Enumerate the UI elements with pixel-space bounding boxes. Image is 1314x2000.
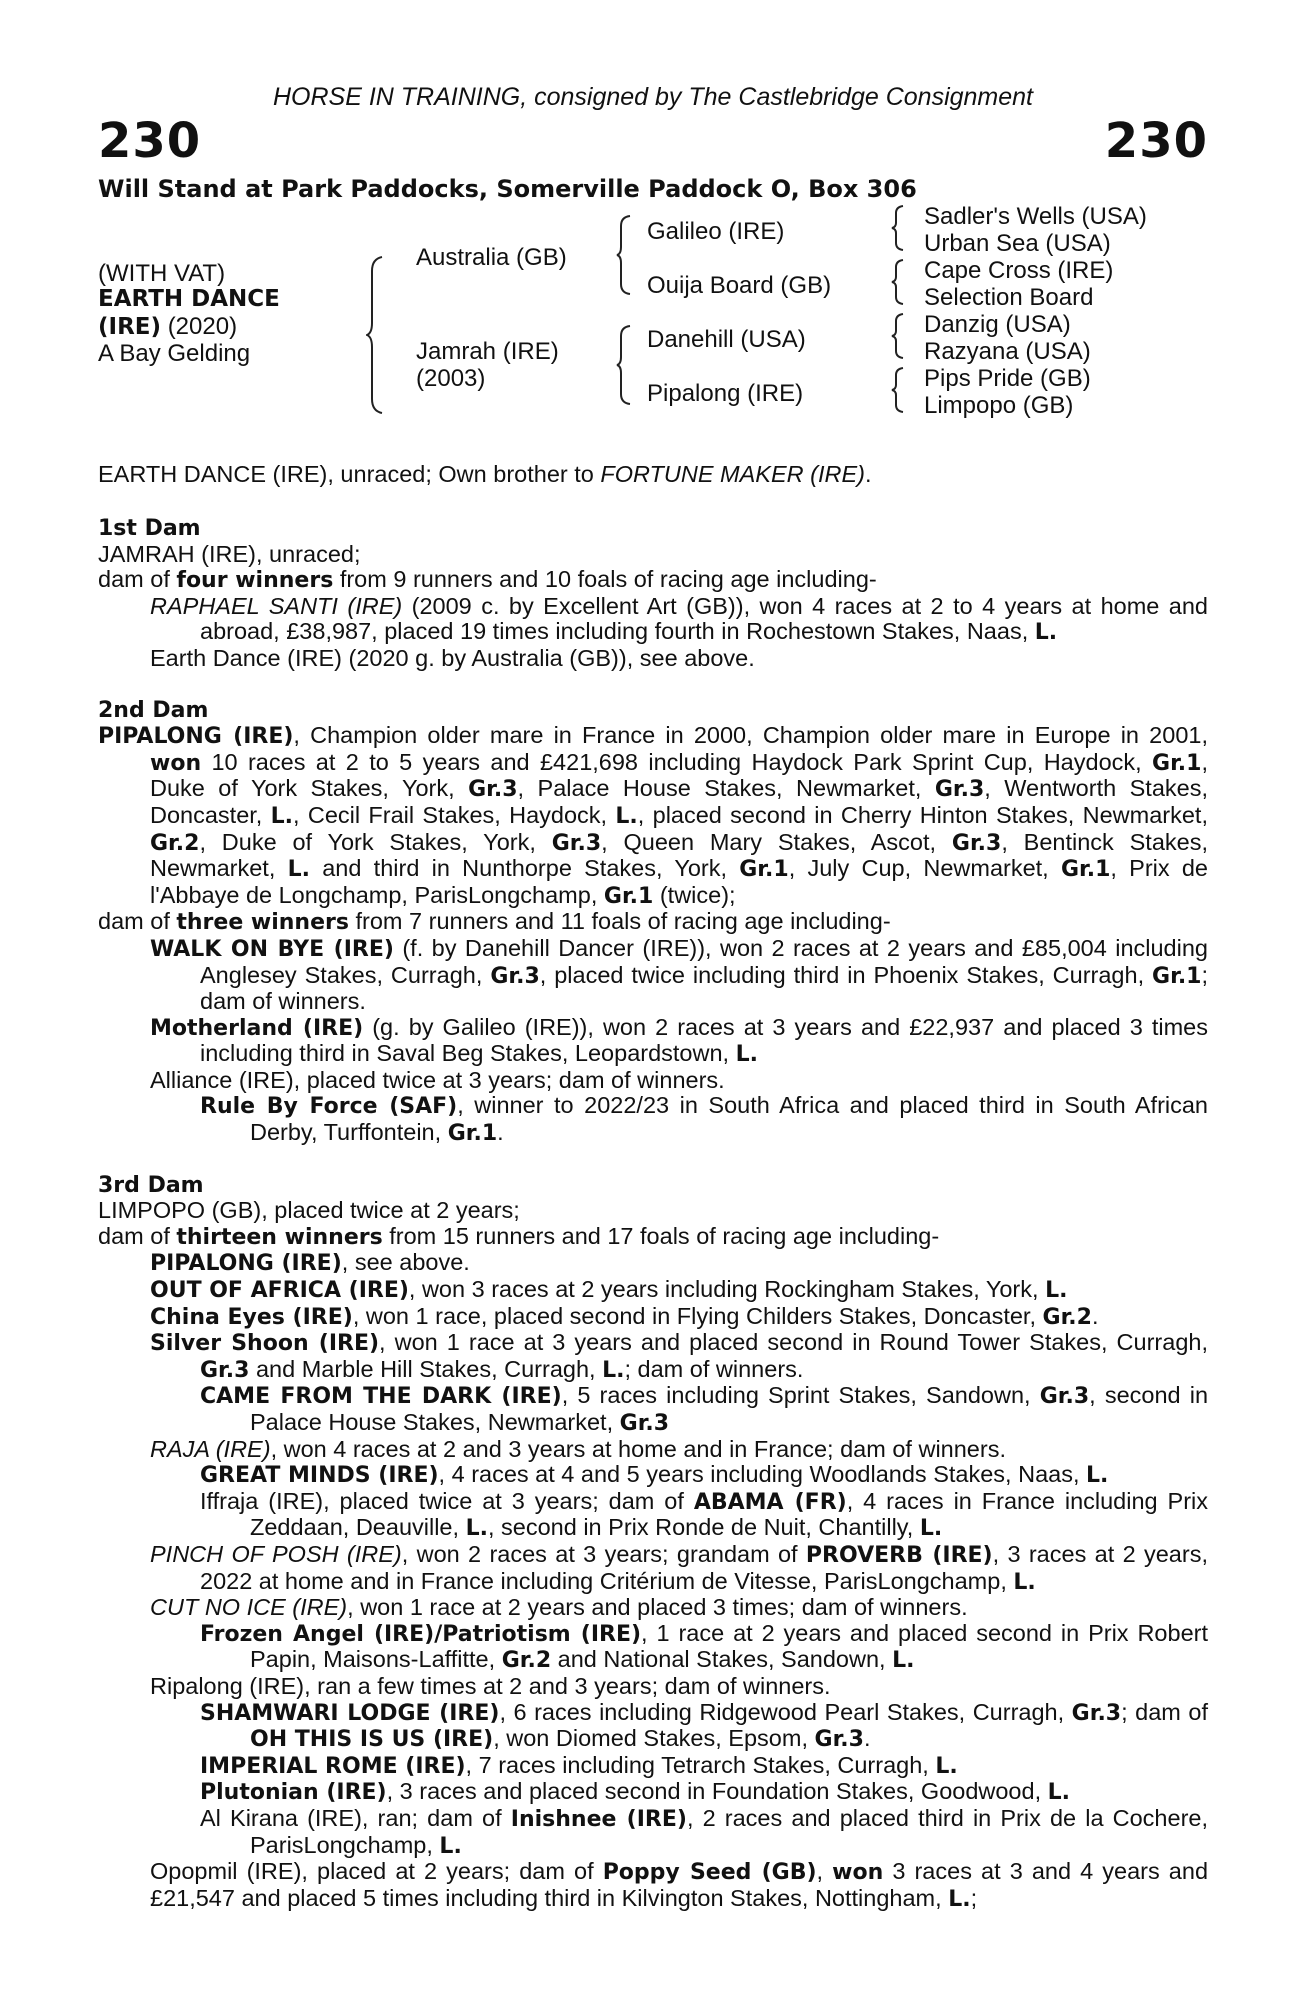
- produce-entry: CAME FROM THE DARK (IRE), 5 races including Sprint Stakes, Sandown, Gr.3, second in Palace House Stakes, Newmarket, Gr.3: [200, 1382, 1209, 1436]
- produce-entry: Frozen Angel (IRE)/Patriotism (IRE), 1 race at 2 years and placed second in Prix Robert Papin, Maisons-Laffitte, Gr.2 and National Stakes, Sandown, L.: [200, 1619, 1208, 1674]
- second-dam-paragraph: PIPALONG (IRE), Champion older mare in France in 2000, Champion older mare in Europe in 2001, won 10 races at 2 to 5 years and £421,698 including Haydock Park Sprint Cup, Haydock, Gr.1, Duke of York Stakes, York, Gr.3, Palace House Stakes, Newmarket, Gr.3, Wentworth Stakes, Doncaster, L., Cecil Frail Stakes, Haydock, L., placed second in Cherry Hinton Stakes, Newmarket, Gr.2, Duke of York Stakes, York, Gr.3, Queen Mary Stakes, Ascot, Gr.3, Bentinck Stakes, Newmarket, L. and third in Nunthorpe Stakes, York, Gr.1, July Cup, Newmarket, Gr.1, Prix de l'Abbaye de Longchamp, ParisLongchamp, Gr.1 (twice);: [98, 722, 1209, 909]
- produce-entry: China Eyes (IRE), won 1 race, placed second in Flying Childers Stakes, Doncaster, Gr.2.: [150, 1302, 1099, 1330]
- produce-entry: RAPHAEL SANTI (IRE) (2009 c. by Excellent Art (GB)), won 4 races at 2 to 4 years at home and abroad, £38,987, placed 19 times including fourth in Rochestown Stakes, Naas, L.: [150, 592, 1209, 646]
- second-dam-heading: 2nd Dam: [98, 697, 209, 723]
- stand-location: Will Stand at Park Paddocks, Somerville Paddock O, Box 306: [98, 175, 917, 203]
- pedigree-ddd: Limpopo (GB): [924, 392, 1074, 419]
- produce-entry: GREAT MINDS (IRE), 4 races at 4 and 5 years including Woodlands Stakes, Naas, L.: [200, 1461, 1109, 1489]
- pedigree-dss: Danzig (USA): [924, 311, 1071, 338]
- pedigree-dam-year: (2003): [416, 365, 486, 392]
- produce-entry: PIPALONG (IRE), see above.: [150, 1249, 470, 1277]
- horse-description: A Bay Gelding: [98, 340, 251, 367]
- produce-entry: Plutonian (IRE), 3 races and placed second in Foundation Stakes, Goodwood, L.: [200, 1778, 1071, 1806]
- produce-entry: Al Kirana (IRE), ran; dam of Inishnee (IRE), 2 races and placed third in Prix de la Cochere, ParisLongchamp, L.: [200, 1804, 1208, 1859]
- produce-entry: Alliance (IRE), placed twice at 3 years; dam of winners.: [150, 1066, 725, 1093]
- pedigree-dam-dam: Pipalong (IRE): [647, 380, 804, 407]
- produce-entry: Ripalong (IRE), ran a few times at 2 and 3 years; dam of winners.: [150, 1672, 831, 1699]
- produce-entry: PINCH OF POSH (IRE), won 2 races at 3 years; grandam of PROVERB (IRE), 3 races at 2 years, 2022 at home and in France including Critérium de Vitesse, ParisLongchamp, L.: [150, 1540, 1208, 1595]
- brace-icon: [891, 204, 905, 252]
- brace-icon: [616, 214, 632, 296]
- pedigree-table: [98, 200, 1208, 425]
- pedigree-dsd: Razyana (USA): [924, 338, 1091, 365]
- brace-icon: [366, 255, 384, 415]
- produce-entry: RAJA (IRE), won 4 races at 2 and 3 years at home and in France; dam of winners.: [150, 1435, 1006, 1462]
- produce-entry: Silver Shoon (IRE), won 1 race at 3 years and placed second in Round Tower Stakes, Curragh, Gr.3 and Marble Hill Stakes, Curragh, L.; dam of winners.: [150, 1329, 1208, 1383]
- pedigree-sire-dam: Ouija Board (GB): [647, 272, 832, 299]
- pedigree-dds: Pips Pride (GB): [924, 365, 1091, 392]
- dam-sections: 1st Dam JAMRAH (IRE), unraced; dam of four winners from 9 runners and 10 foals of racing age including- RAPHAEL SANTI (IRE) (2009 c. by Excellent Art (GB)), won 4 races at 2 to 4 years at home and abroad, £38,987, placed 19 times including fourth in Rochestown Stakes, Naas, L. Earth Dance (IRE) (2020 g. by Australia (GB)), see above. 2nd Dam PIPALONG (IRE), Champion older mare in France in 2000, Champion older mare in Europe in 2001, won 10 races at 2 to 5 years and £421,698 including Haydock Park Sprint Cup, Haydock, Gr.1, Duke of York Stakes, York, Gr.3, Palace House Stakes, Newmarket, Gr.3, Wentworth Stakes, Doncaster, L., Cecil Frail Stakes, Haydock, L., placed second in Cherry Hinton Stakes, Newmarket, Gr.2, Duke of York Stakes, York, Gr.3, Queen Mary Stakes, Ascot, Gr.3, Bentinck Stakes, Newmarket, L. and third in Nunthorpe Stakes, York, Gr.1, July Cup, Newmarket, Gr.1, Prix de l'Abbaye de Longchamp, ParisLongchamp, Gr.1 (twice); dam of three winners from 7 runners and 11 foals of racing age including- WALK ON BYE (IRE) (f. by Danehill Dancer (IRE)), won 2 races at 2 years and £85,004 including Anglesey Stakes, Curragh, Gr.3, placed twice including third in Phoenix Stakes, Curragh, Gr.1; dam of winners. Motherland (IRE) (g. by Galileo (IRE)), won 2 races at 3 years and £22,937 and placed 3 times including third in Saval Beg Stakes, Leopardstown, L. Alliance (IRE), placed twice at 3 years; dam of winners. Rule By Force (SAF), winner to 2022/23 in South Africa and placed third in South African Derby, Turffontein, Gr.1. 3rd Dam LIMPOPO (GB), placed twice at 2 years; dam of thirteen winners from 15 runners and 17 foals of racing age including- PIPALONG (IRE), see above. OUT OF AFRICA (IRE), won 3 races at 2 years including Rockingham Stakes, York, L. China Eyes (IRE), won 1 race, placed second in Flying Childers Stakes, Doncaster, Gr.2. Silver Shoon (IRE), won 1 race at 3 years and placed second in Round Tower Stakes, Curragh, Gr.3 and Marble Hill Stakes, Curragh, L.; dam of winners. CAME FROM THE DARK (IRE), 5 races including Sprint Stakes, Sandown, Gr.3, second in Palace House Stakes, Newmarket, Gr.3 RAJA (IRE), won 4 races at 2 and 3 years at home and in France; dam of winners. GREAT MINDS (IRE), 4 races at 4 and 5 years including Woodlands Stakes, Naas, L. Iffraja (IRE), placed twice at 3 years; dam of ABAMA (FR), 4 races in France including Prix Zeddaan, Deauville, L., second in Prix Ronde de Nuit, Chantilly, L. PINCH OF POSH (IRE), won 2 races at 3 years; grandam of PROVERB (IRE), 3 races at 2 years, 2022 at home and in France including Critérium de Vitesse, ParisLongchamp, L. CUT NO ICE (IRE), won 1 race at 2 years and placed 3 times; dam of winners. Frozen Angel (IRE)/Patriotism (IRE), 1 race at 2 years and placed second in Prix Robert Papin, Maisons-Laffitte, Gr.2 and National Stakes, Sandown, L. Ripalong (IRE), ran a few times at 2 and 3 years; dam of winners. SHAMWARI LODGE (IRE), 6 races including Ridgewood Pearl Stakes, Curragh, Gr.3; dam of OH THIS IS US (IRE), won Diomed Stakes, Epsom, Gr.3. IMPERIAL ROME (IRE), 7 races including Tetrarch Stakes, Curragh, L. Plutonian (IRE), 3 races and placed second in Foundation Stakes, Goodwood, L. Al Kirana (IRE), ran; dam of Inishnee (IRE), 2 races and placed third in Prix de la Cochere, ParisLongchamp, L. Opopmil (IRE), placed at 2 years; dam of Poppy Seed (GB), won 3 races at 3 and 4 years and £21,547 and placed 5 times including third in Kilvington Stakes, Nottingham, L.;: [98, 516, 1209, 1912]
- consignor-line: HORSE IN TRAINING, consigned by The Castlebridge Consignment: [272, 83, 1034, 111]
- pedigree-dam: Jamrah (IRE): [416, 338, 559, 365]
- produce-entry: Rule By Force (SAF), winner to 2022/23 in South Africa and placed third in South African Derby, Turffontein, Gr.1.: [200, 1092, 1208, 1147]
- brace-icon: [891, 312, 905, 360]
- pedigree-sdd: Selection Board: [924, 284, 1094, 311]
- produce-entry: OUT OF AFRICA (IRE), won 3 races at 2 years including Rockingham Stakes, York, L.: [150, 1276, 1068, 1304]
- pedigree-sss: Sadler's Wells (USA): [924, 203, 1147, 230]
- pedigree-dam-sire: Danehill (USA): [647, 326, 806, 353]
- lot-number-left: 230: [98, 113, 202, 169]
- horse-name: EARTH DANCE: [98, 286, 280, 312]
- lot-number-right: 230: [1104, 113, 1208, 169]
- third-dam-heading: 3rd Dam: [98, 1172, 204, 1198]
- pedigree-sire-sire: Galileo (IRE): [647, 218, 785, 245]
- produce-entry: Iffraja (IRE), placed twice at 3 years; dam of ABAMA (FR), 4 races in France including Prix Zeddaan, Deauville, L., second in Prix Ronde de Nuit, Chantilly, L.: [200, 1487, 1209, 1542]
- brace-icon: [616, 324, 632, 406]
- catalogue-page: [98, 0, 1208, 2000]
- first-dam-heading: 1st Dam: [98, 516, 201, 541]
- produce-entry: Opopmil (IRE), placed at 2 years; dam of Poppy Seed (GB), won 3 races at 3 and 4 years and £21,547 and placed 5 times including third in Kilvington Stakes, Nottingham, L.;: [150, 1858, 1209, 1912]
- brace-icon: [891, 258, 905, 306]
- produce-entry: SHAMWARI LODGE (IRE), 6 races including Ridgewood Pearl Stakes, Curragh, Gr.3; dam of OH THIS IS US (IRE), won Diomed Stakes, Epsom, Gr.3.: [200, 1698, 1208, 1753]
- intro-paragraph: EARTH DANCE (IRE), unraced; Own brother to FORTUNE MAKER (IRE).: [98, 461, 872, 487]
- produce-entry: CUT NO ICE (IRE), won 1 race at 2 years and placed 3 times; dam of winners.: [150, 1594, 968, 1621]
- horse-name-line2: (IRE) (2020): [98, 313, 238, 340]
- pedigree-sds: Cape Cross (IRE): [924, 257, 1114, 284]
- vat-label: (WITH VAT): [98, 260, 226, 287]
- produce-entry: WALK ON BYE (IRE) (f. by Danehill Dancer (IRE)), won 2 races at 2 years and £85,004 including Anglesey Stakes, Curragh, Gr.3, placed twice including third in Phoenix Stakes, Curragh, Gr.1; dam of winners.: [150, 934, 1209, 1015]
- pedigree-ssd: Urban Sea (USA): [924, 230, 1111, 257]
- brace-icon: [891, 366, 905, 414]
- first-dam-line: JAMRAH (IRE), unraced;: [98, 540, 361, 567]
- pedigree-sire: Australia (GB): [416, 244, 567, 271]
- produce-entry: Earth Dance (IRE) (2020 g. by Australia (GB)), see above.: [150, 644, 755, 671]
- produce-entry: Motherland (IRE) (g. by Galileo (IRE)), won 2 races at 3 years and £22,937 and placed 3 times including third in Saval Beg Stakes, Leopardstown, L.: [150, 1013, 1208, 1068]
- produce-entry: IMPERIAL ROME (IRE), 7 races including Tetrarch Stakes, Curragh, L.: [200, 1751, 958, 1779]
- third-dam-line: LIMPOPO (GB), placed twice at 2 years;: [98, 1197, 520, 1224]
